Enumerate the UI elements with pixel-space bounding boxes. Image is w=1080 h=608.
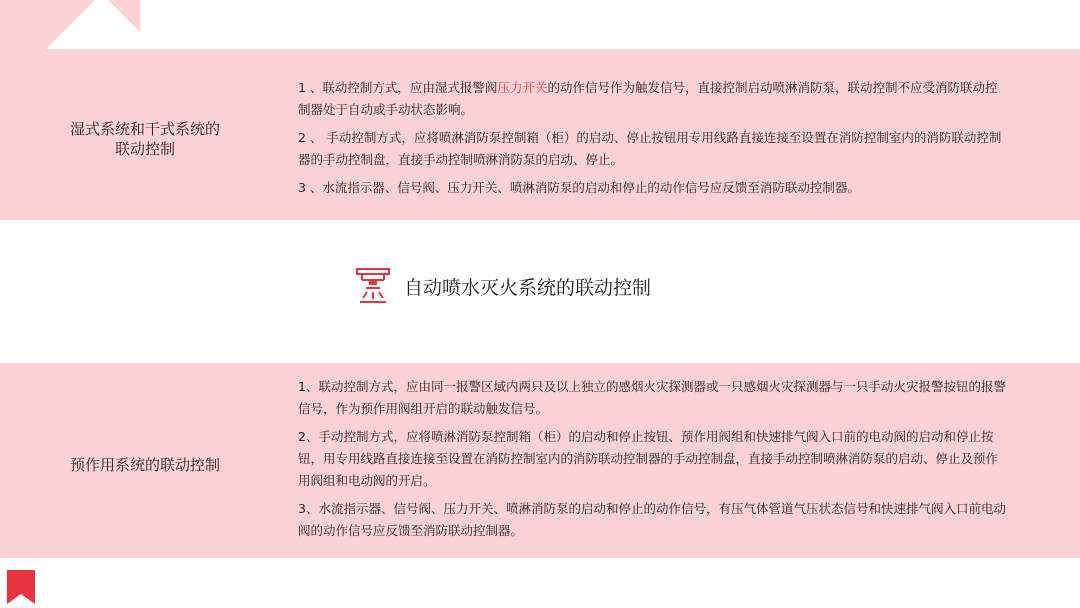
- section-items: [298, 376, 1006, 548]
- list-item: 1、联动控制方式，应由同一报警区域内两只及以上独立的感烟火灾探测器或一只感烟火灾探测器与一只手动火灾报警按钮的报警信号，作为预作用阀组开启的联动触发信号。: [298, 379, 1006, 416]
- bookmark-icon: [7, 570, 35, 604]
- section-label: 预作用系统的联动控制: [69, 456, 220, 474]
- list-item: 3、水流指示器、信号阀、压力开关、喷淋消防泵的启动和停止的动作信号，有压气体管道气压状态信号和快速排气阀入口前电动阀的动作信号应反馈至消防联动控制器。: [298, 501, 1006, 538]
- list-item: 3 、水流指示器、信号阀、压力开关、喷淋消防泵的启动和停止的动作信号应反馈至消防联动控制器。: [298, 180, 860, 195]
- section-wet-dry-system: [0, 49, 1080, 220]
- section-label: 湿式系统和干式系统的 联动控制: [69, 120, 220, 158]
- section-items: [298, 77, 1006, 205]
- highlight-text: 压力开关: [497, 80, 548, 95]
- page-title-text: 自动喷水灭火系统的联动控制: [404, 276, 652, 299]
- sprinkler-icon: [356, 268, 390, 304]
- page-title: [356, 268, 651, 304]
- section-preaction-system: [0, 363, 1080, 558]
- list-item: 2 、 手动控制方式，应将喷淋消防泵控制箱（柜）的启动、停止按钮用专用线路直接连接至设置在消防控制室内的消防联动控制器的手动控制盘，直接手动控制喷淋消防泵的启动、停止。: [298, 130, 1002, 167]
- list-item: 2、手动控制方式，应将喷淋消防泵控制箱（柜）的启动和停止按钮、预作用阀组和快速排气阀入口前的电动阀的启动和停止按钮，用专用线路直接连接至设置在消防控制室内的消防联动控制器的手动控制盘，直接手动控制喷淋消防泵的启动、停止及预作用阀组和电动阀的开启。: [298, 429, 999, 488]
- list-item: 1 、联动控制方式，应由湿式报警阀压力开关的动作信号作为触发信号，直接控制启动喷淋消防泵，联动控制不应受消防联动控制器处于自动或手动状态影响。: [298, 80, 998, 117]
